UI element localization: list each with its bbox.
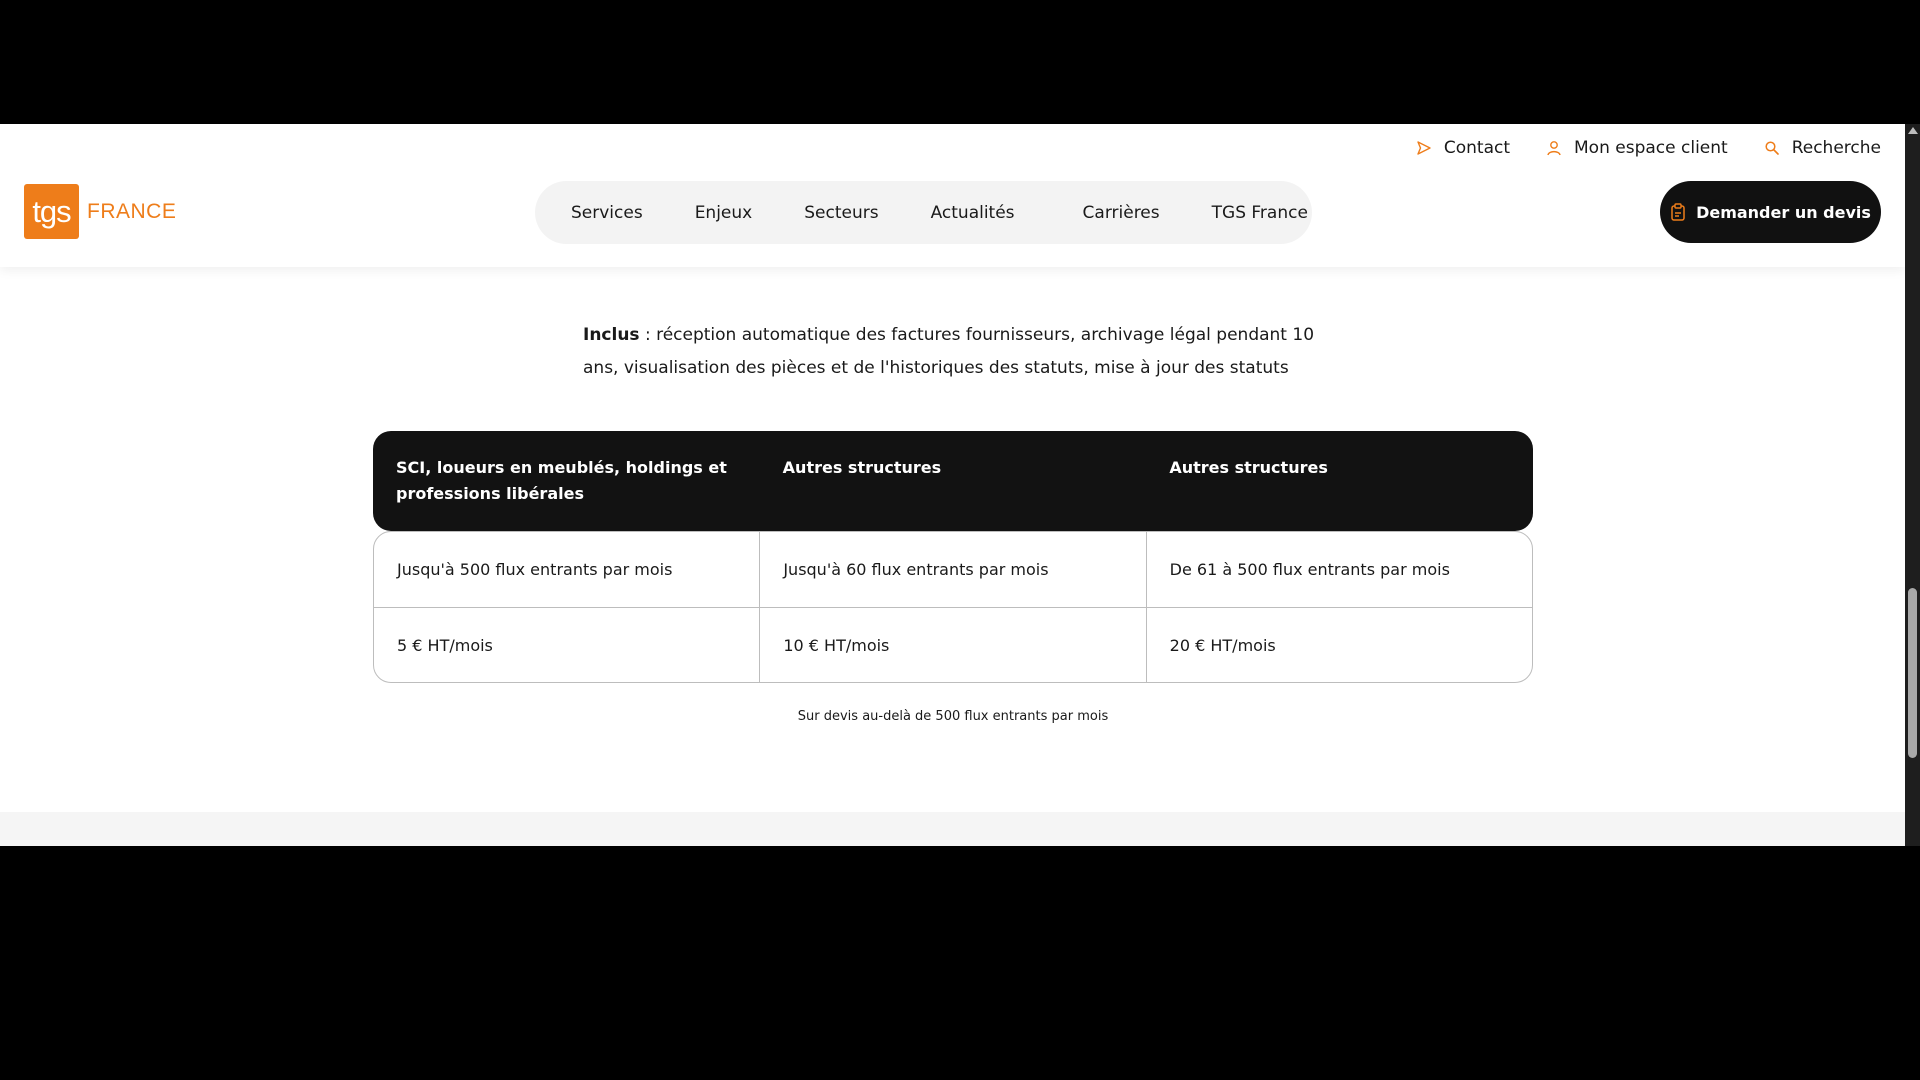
nav-item-actualites[interactable]: Actualités xyxy=(930,202,1015,223)
pricing-table-body xyxy=(373,531,1533,683)
logo-mark: tgs xyxy=(24,184,79,239)
nav-item-enjeux[interactable]: Enjeux xyxy=(694,202,753,223)
scroll-up-arrow-icon[interactable] xyxy=(1908,127,1918,134)
logo-text: FRANCE xyxy=(87,199,177,223)
send-icon xyxy=(1416,140,1432,156)
table-cell: Jusqu'à 500 flux entrants par mois xyxy=(397,560,673,579)
table-row xyxy=(374,607,1532,682)
contact-link[interactable] xyxy=(1416,138,1510,158)
nav-item-secteurs[interactable]: Secteurs xyxy=(804,202,879,223)
page-scrollbar[interactable] xyxy=(1905,124,1920,846)
search-link[interactable] xyxy=(1764,138,1881,158)
nav-item-tgs-france[interactable]: TGS France xyxy=(1211,202,1308,223)
scroll-thumb[interactable] xyxy=(1908,588,1917,758)
request-quote-button[interactable] xyxy=(1660,181,1881,243)
clipboard-icon xyxy=(1670,203,1686,221)
pricing-table xyxy=(373,431,1533,683)
table-cell: 5 € HT/mois xyxy=(397,635,493,655)
included-paragraph xyxy=(583,319,1343,385)
table-cell: Jusqu'à 60 flux entrants par mois xyxy=(759,532,1145,607)
header-cell: SCI, loueurs en meublés, holdings et professions libérales xyxy=(396,458,727,503)
included-text: : réception automatique des factures fournisseurs, archivage légal pendant 10 ans, visualisation des pièces et de l'historiques des statuts, mise à jour des statuts xyxy=(583,325,1315,378)
table-cell: De 61 à 500 flux entrants par mois xyxy=(1146,532,1532,607)
user-icon xyxy=(1546,140,1562,156)
main-nav xyxy=(535,181,1312,244)
top-utility-bar xyxy=(1416,138,1881,158)
table-cell: 10 € HT/mois xyxy=(759,608,1145,682)
table-cell: 20 € HT/mois xyxy=(1146,608,1532,682)
header-cell: Autres structures xyxy=(1169,458,1328,477)
client-space-label: Mon espace client xyxy=(1574,138,1728,158)
pricing-table-header xyxy=(373,431,1533,531)
page-viewport xyxy=(0,124,1905,846)
quote-note: Sur devis au-delà de 500 flux entrants par mois xyxy=(797,709,1109,724)
nav-item-carrieres[interactable]: Carrières xyxy=(1082,202,1160,223)
contact-label: Contact xyxy=(1443,138,1511,158)
included-label: Inclus xyxy=(583,325,640,345)
header-cell: Autres structures xyxy=(782,458,942,477)
client-space-link[interactable] xyxy=(1546,138,1728,158)
site-header xyxy=(0,124,1905,267)
footer-band xyxy=(0,812,1905,846)
nav-item-services[interactable]: Services xyxy=(571,202,643,223)
search-label: Recherche xyxy=(1791,138,1881,158)
request-quote-label: Demander un devis xyxy=(1696,202,1871,222)
search-icon xyxy=(1764,140,1780,156)
table-row xyxy=(374,532,1532,607)
tgs-france-logo[interactable] xyxy=(24,184,176,239)
